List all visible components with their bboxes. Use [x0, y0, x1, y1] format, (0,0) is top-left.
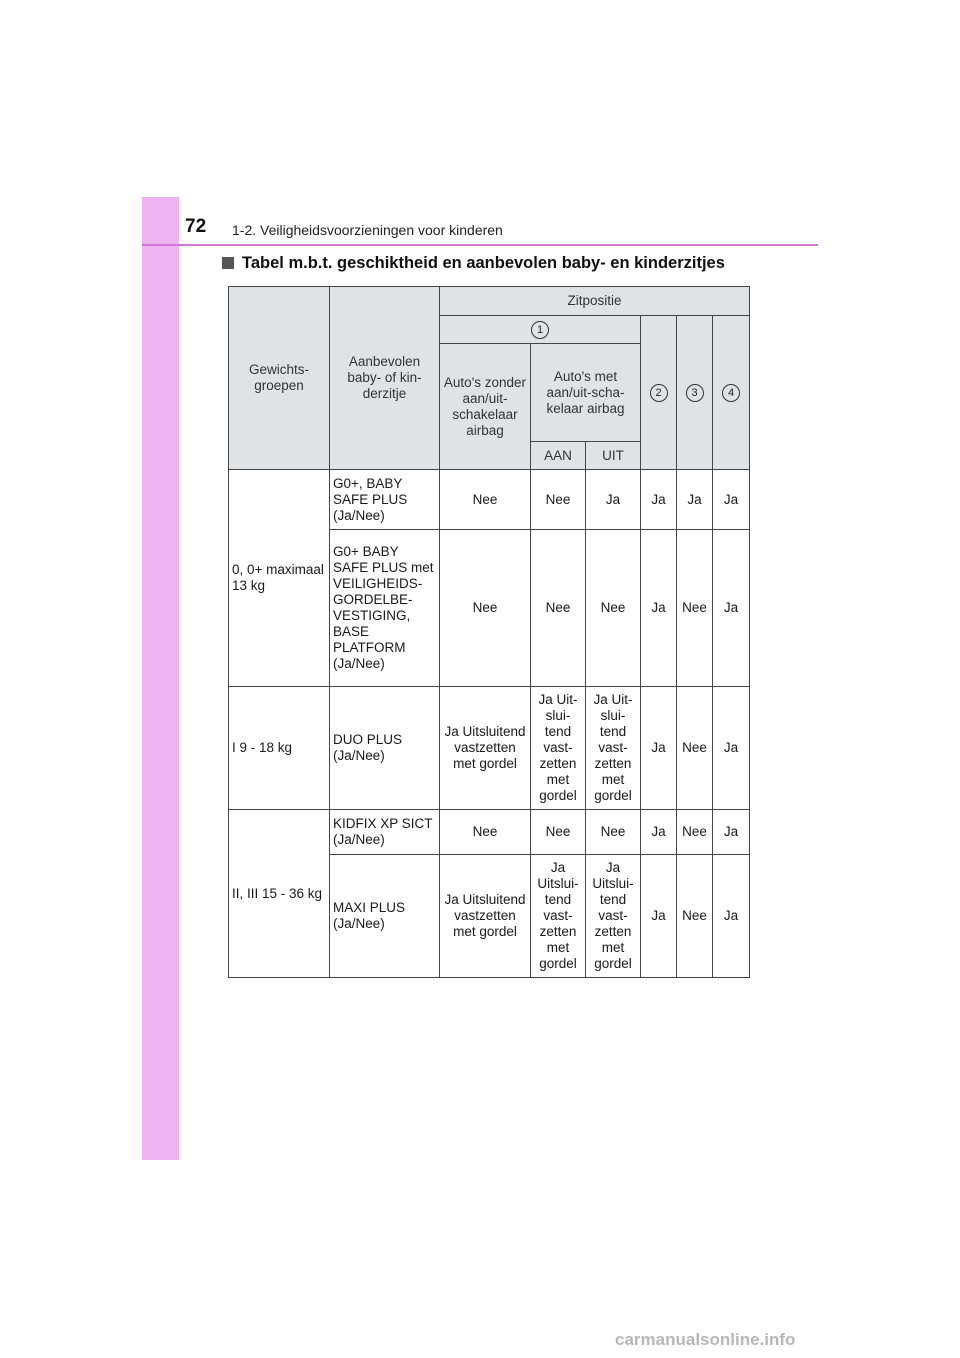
- cell-switch-on: Nee: [531, 810, 586, 855]
- cell-position-3: Nee: [677, 530, 713, 687]
- chapter-sidebar-tab: [142, 197, 179, 1160]
- cell-without-switch: Ja Uitsluitend vastzetten met gordel: [440, 687, 531, 810]
- cell-position-3: Nee: [677, 687, 713, 810]
- cell-position-3: Ja: [677, 470, 713, 530]
- position-1-icon: 1: [531, 321, 549, 339]
- header-with-airbag-switch: Auto's met aan/uit-scha-kelaar airbag: [531, 344, 641, 442]
- cell-switch-on: Ja Uit-slui-tend vast-zetten met gordel: [531, 687, 586, 810]
- cell-position-4: Ja: [713, 470, 750, 530]
- table-row: [229, 470, 750, 530]
- cell-without-switch: Ja Uitsluitend vastzetten met gordel: [440, 855, 531, 978]
- cell-switch-off: Nee: [586, 530, 641, 687]
- table-row: [229, 810, 750, 855]
- header-weight-groups: Gewichts-groepen: [229, 287, 330, 470]
- cell-position-2: Ja: [641, 855, 677, 978]
- cell-switch-off: Nee: [586, 810, 641, 855]
- weight-group: I 9 - 18 kg: [229, 687, 330, 810]
- weight-group: 0, 0+ maximaal 13 kg: [229, 470, 330, 687]
- cell-position-2: Ja: [641, 810, 677, 855]
- cell-position-3: Nee: [677, 810, 713, 855]
- cell-switch-off: Ja Uitslui-tend vast-zetten met gordel: [586, 855, 641, 978]
- section-title-text: Tabel m.b.t. geschiktheid en aanbevolen baby- en kinderzitjes: [242, 254, 725, 272]
- header-rule: [142, 244, 818, 246]
- watermark-text: carmanualsonline.info: [615, 1330, 796, 1349]
- chapter-title: 1-2. Veiligheidsvoorzieningen voor kinderen: [232, 222, 503, 238]
- cell-switch-on: Nee: [531, 530, 586, 687]
- header-position-2: [641, 316, 677, 470]
- cell-switch-off: Ja: [586, 470, 641, 530]
- header-position-1: [440, 316, 641, 344]
- weight-group: II, III 15 - 36 kg: [229, 810, 330, 978]
- seat-name: DUO PLUS (Ja/Nee): [330, 687, 440, 810]
- cell-without-switch: Nee: [440, 470, 531, 530]
- header-seating-position: Zitpositie: [440, 287, 750, 316]
- cell-position-2: Ja: [641, 530, 677, 687]
- cell-switch-on: Ja Uitslui-tend vast-zetten met gordel: [531, 855, 586, 978]
- cell-position-4: Ja: [713, 810, 750, 855]
- seat-name: G0+ BABY SAFE PLUS met VEILIGHEIDS-GORDELBE-VESTIGING, BASE PLATFORM (Ja/Nee): [330, 530, 440, 687]
- seat-name: G0+, BABY SAFE PLUS (Ja/Nee): [330, 470, 440, 530]
- position-3-icon: 3: [686, 384, 704, 402]
- child-seat-compatibility-table: [228, 286, 750, 978]
- seat-name: KIDFIX XP SICT (Ja/Nee): [330, 810, 440, 855]
- header-position-4: [713, 316, 750, 470]
- header-recommended-seat: Aanbevolen baby- of kin-derzitje: [330, 287, 440, 470]
- cell-position-2: Ja: [641, 470, 677, 530]
- section-title: [222, 254, 725, 273]
- header-position-3: [677, 316, 713, 470]
- cell-without-switch: Nee: [440, 810, 531, 855]
- header-without-airbag-switch: Auto's zonder aan/uit-schakelaar airbag: [440, 344, 531, 470]
- cell-switch-on: Nee: [531, 470, 586, 530]
- seat-name: MAXI PLUS (Ja/Nee): [330, 855, 440, 978]
- page-number: 72: [185, 216, 207, 237]
- cell-position-4: Ja: [713, 687, 750, 810]
- cell-position-4: Ja: [713, 530, 750, 687]
- table-row: [229, 687, 750, 810]
- header-switch-off: UIT: [586, 442, 641, 470]
- cell-position-2: Ja: [641, 687, 677, 810]
- position-2-icon: 2: [650, 384, 668, 402]
- square-bullet-icon: [222, 257, 234, 269]
- position-4-icon: 4: [722, 384, 740, 402]
- header-switch-on: AAN: [531, 442, 586, 470]
- cell-position-4: Ja: [713, 855, 750, 978]
- cell-switch-off: Ja Uit-slui-tend vast-zetten met gordel: [586, 687, 641, 810]
- cell-without-switch: Nee: [440, 530, 531, 687]
- cell-position-3: Nee: [677, 855, 713, 978]
